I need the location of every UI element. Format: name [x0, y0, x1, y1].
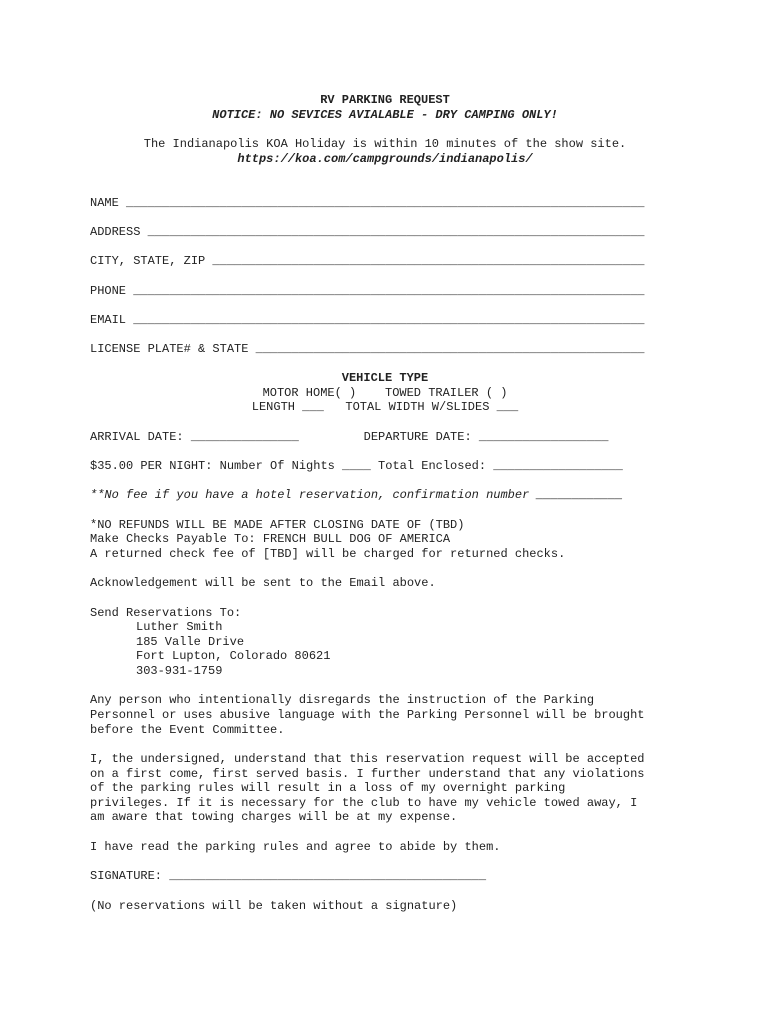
email-field[interactable]: EMAIL _______________________________________________________________________ [90, 313, 645, 327]
send-to-label: Send Reservations To: [90, 606, 242, 620]
conduct-line: before the Event Committee. [90, 723, 285, 737]
undersigned-line: of the parking rules will result in a loss of my overnight parking [90, 781, 566, 795]
form-title: RV PARKING REQUEST [320, 93, 450, 107]
send-to-name: Luther Smith [136, 620, 223, 634]
undersigned-line: I, the undersigned, understand that this reservation request will be accepted [90, 752, 645, 766]
phone-field[interactable]: PHONE _______________________________________________________________________ [90, 284, 645, 298]
send-to-city: Fort Lupton, Colorado 80621 [136, 649, 331, 663]
vehicle-dimensions-field[interactable]: LENGTH ___ TOTAL WIDTH W/SLIDES ___ [251, 400, 519, 414]
acknowledgement-line: Acknowledgement will be sent to the Email above. [90, 576, 436, 590]
refund-policy: *NO REFUNDS WILL BE MADE AFTER CLOSING DATE OF (TBD) [90, 518, 465, 532]
undersigned-line: on a first come, first served basis. I further understand that any violations [90, 767, 645, 781]
undersigned-line: am aware that towing charges will be at my expense. [90, 810, 458, 824]
city-state-zip-field[interactable]: CITY, STATE, ZIP ____________________________________________________________ [90, 254, 645, 268]
signature-field[interactable]: SIGNATURE: ____________________________________________ [90, 869, 487, 883]
undersigned-line: privileges. If it is necessary for the club to have my vehicle towed away, I [90, 796, 638, 810]
check-fee-line: A returned check fee of [TBD] will be charged for returned checks. [90, 547, 566, 561]
agree-line: I have read the parking rules and agree to abide by them. [90, 840, 501, 854]
signature-note: (No reservations will be taken without a signature) [90, 899, 458, 913]
vehicle-type-heading: VEHICLE TYPE [341, 371, 429, 385]
conduct-line: Any person who intentionally disregards the instruction of the Parking [90, 693, 595, 707]
fee-field[interactable]: $35.00 PER NIGHT: Number Of Nights ____ Total Enclosed: __________________ [90, 459, 623, 473]
name-field[interactable]: NAME ________________________________________________________________________ [90, 196, 645, 210]
license-plate-field[interactable]: LICENSE PLATE# & STATE ______________________________________________________ [90, 342, 645, 356]
send-to-street: 185 Valle Drive [136, 635, 245, 649]
dates-field[interactable]: ARRIVAL DATE: _______________ DEPARTURE DATE: __________________ [90, 430, 609, 444]
payable-line: Make Checks Payable To: FRENCH BULL DOG OF AMERICA [90, 532, 451, 546]
notice-line: NOTICE: NO SEVICES AVIALABLE - DRY CAMPING ONLY! [212, 108, 558, 122]
vehicle-type-options[interactable]: MOTOR HOME( ) TOWED TRAILER ( ) [262, 386, 508, 400]
intro-line: The Indianapolis KOA Holiday is within 10 minutes of the show site. [143, 137, 627, 151]
koa-url-link[interactable]: https://koa.com/campgrounds/indianapolis/ [237, 152, 533, 166]
hotel-note-field[interactable]: **No fee if you have a hotel reservation, confirmation number ____________ [90, 488, 623, 502]
conduct-line: Personnel or uses abusive language with the Parking Personnel will be brought [90, 708, 645, 722]
send-to-phone: 303-931-1759 [136, 664, 223, 678]
address-field[interactable]: ADDRESS _____________________________________________________________________ [90, 225, 645, 239]
